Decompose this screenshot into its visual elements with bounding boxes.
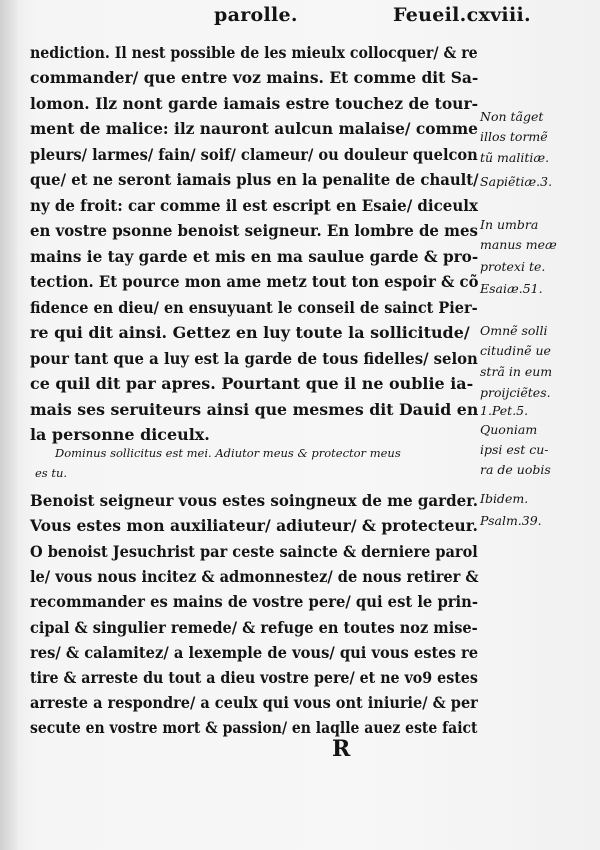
text-line: le/ vous nous incitez & admonnestez/ de nous retirer & bbox=[30, 567, 479, 586]
text-line: re qui dit ainsi. Gettez en luy toute la sollicitude/ bbox=[30, 323, 470, 342]
margin-note: Sapiẽtiæ.3. bbox=[480, 174, 553, 189]
citation-line: Dominus sollicitus est mei. Adiutor meus & protector meus bbox=[55, 446, 401, 460]
text-line: ment de malice: ilz nauront aulcun malaise/ comme bbox=[30, 119, 478, 138]
margin-note: 1.Pet.5. bbox=[480, 403, 529, 418]
margin-note: In umbra bbox=[480, 217, 539, 232]
text-line: arreste a respondre/ a ceulx qui vous ont iniurie/ & per bbox=[30, 693, 478, 712]
text-line: tection. Et pource mon ame metz tout ton espoir & cõ bbox=[30, 272, 479, 291]
margin-note: Esaiæ.51. bbox=[480, 281, 543, 296]
margin-note: proijciẽtes. bbox=[480, 385, 551, 400]
folio-number: Feueil.cxviii. bbox=[393, 4, 531, 26]
text-line: res/ & calamitez/ a lexemple de vous/ qui vous estes re bbox=[30, 643, 479, 662]
text-line: la personne diceulx. bbox=[30, 425, 210, 444]
text-line: mais ses seruiteurs ainsi que mesmes dit Dauid en bbox=[30, 400, 479, 419]
text-line: cipal & singulier remede/ & refuge en toutes noz mise- bbox=[30, 618, 478, 637]
margin-note: strã in eum bbox=[480, 364, 553, 379]
margin-note: Omnẽ solli bbox=[480, 323, 548, 338]
margin-note: manus meæ bbox=[480, 237, 557, 252]
text-line: Vous estes mon auxiliateur/ adiuteur/ & protecteur. bbox=[30, 516, 478, 535]
text-line: pleurs/ larmes/ fain/ soif/ clameur/ ou douleur quelcon bbox=[30, 145, 478, 164]
text-line: Benoist seigneur vous estes soingneux de me garder. bbox=[30, 491, 479, 510]
text-line: tire & arreste du tout a dieu vostre pere/ et ne vo9 estes bbox=[30, 668, 478, 687]
text-line: commander/ que entre voz mains. Et comme dit Sa- bbox=[30, 68, 479, 87]
margin-note: ipsi est cu- bbox=[480, 442, 549, 457]
text-line: ce quil dit par apres. Pourtant que il ne oublie ia- bbox=[30, 374, 474, 393]
margin-note: Quoniam bbox=[480, 422, 538, 437]
text-line: nediction. Il nest possible de les mieulx collocquer/ & re bbox=[30, 43, 478, 62]
text-line: recommander es mains de vostre pere/ qui est le prin- bbox=[30, 592, 478, 611]
margin-note: illos tormẽ bbox=[480, 129, 548, 144]
margin-note: Non tãget bbox=[480, 109, 544, 124]
text-line: secute en vostre mort & passion/ en laqlle auez este faict bbox=[30, 718, 478, 737]
text-line: pour tant que a luy est la garde de tous fidelles/ selon bbox=[30, 349, 478, 368]
margin-note: protexi te. bbox=[480, 259, 546, 274]
binding-gutter bbox=[0, 0, 18, 850]
signature-mark: R bbox=[332, 736, 351, 762]
margin-note: Psalm.39. bbox=[480, 513, 542, 528]
margin-note: citudinẽ ue bbox=[480, 343, 551, 358]
margin-note: tũ malitiæ. bbox=[480, 150, 550, 165]
text-line: lomon. Ilz nont garde iamais estre touchez de tour- bbox=[30, 94, 479, 113]
text-line: O benoist Jesuchrist par ceste saincte & derniere parol bbox=[30, 542, 478, 561]
text-line: ny de froit: car comme il est escript en Esaie/ diceulx bbox=[30, 196, 478, 215]
text-line: en vostre psonne benoist seigneur. En lombre de mes bbox=[30, 221, 478, 240]
citation-line: es tu. bbox=[35, 466, 68, 480]
text-line: mains ie tay garde et mis en ma saulue garde & pro- bbox=[30, 247, 479, 266]
text-line: que/ et ne seront iamais plus en la penalite de chault/ bbox=[30, 170, 479, 189]
margin-note: ra de uobis bbox=[480, 462, 551, 477]
text-line: fidence en dieu/ en ensuyuant le conseil de sainct Pier- bbox=[30, 298, 478, 317]
margin-note: Ibidem. bbox=[480, 491, 529, 506]
running-head: parolle. bbox=[214, 4, 298, 26]
